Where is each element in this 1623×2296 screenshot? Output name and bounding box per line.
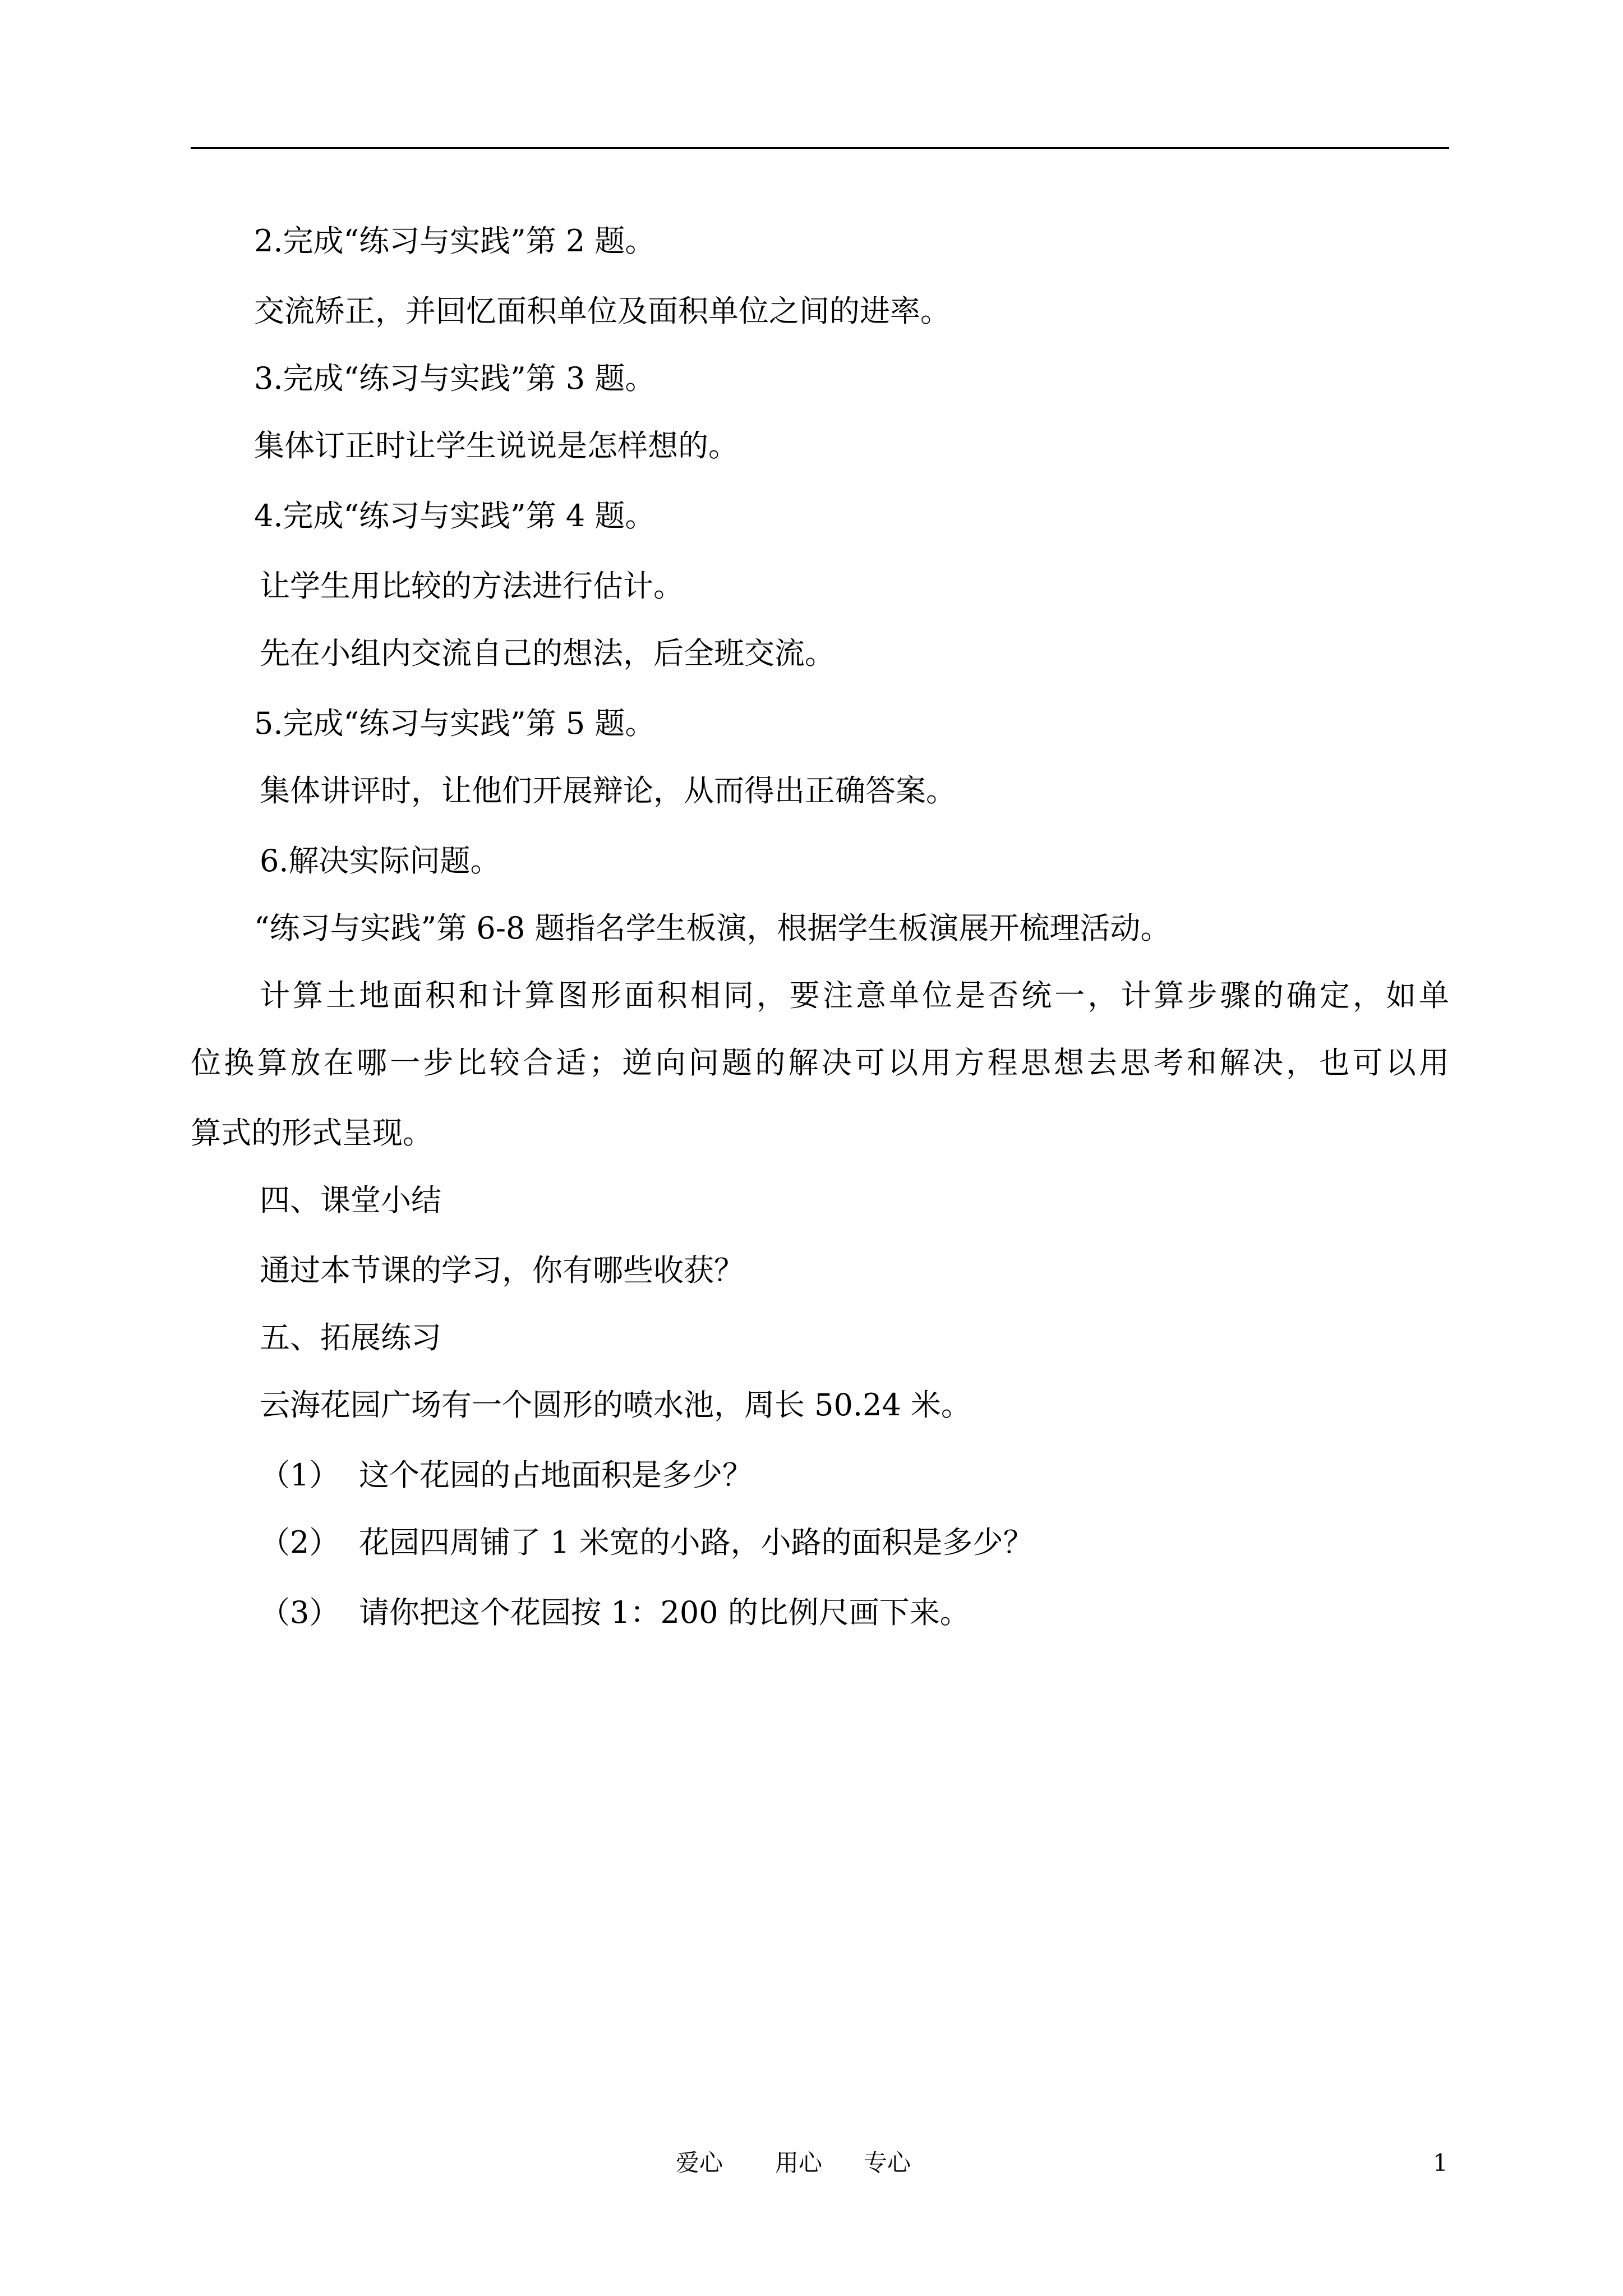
item-2: 2.完成“练习与实践”第 2 题。	[254, 223, 656, 259]
question-text-1: 这个花园的占地面积是多少？	[359, 1457, 753, 1493]
header-rule	[191, 147, 1449, 149]
extension-problem: 云海花园广场有一个圆形的喷水池，周长 50.24 米。	[260, 1387, 971, 1423]
paragraph-line-2: 位换算放在哪一步比较合适；逆向问题的解决可以用方程思想去思考和解决，也可以用	[191, 1045, 1449, 1080]
item-5-note: 集体讲评时，让他们开展辩论，从而得出正确答案。	[260, 773, 956, 808]
item-4: 4.完成“练习与实践”第 4 题。	[254, 498, 656, 533]
footer-motto-1: 爱心	[676, 2149, 723, 2177]
paragraph-line-1: 计算土地面积和计算图形面积相同，要注意单位是否统一，计算步骤的确定，如单	[260, 978, 1449, 1013]
item-6-note: “练习与实践”第 6-8 题指名学生板演，根据学生板演展开梳理活动。	[254, 910, 1171, 946]
footer-motto-2: 用心	[775, 2149, 823, 2177]
item-3-note: 集体订正时让学生说说是怎样想的。	[254, 428, 739, 463]
question-number-2: （2）	[260, 1525, 340, 1560]
paragraph-line-3: 算式的形式呈现。	[191, 1115, 433, 1151]
item-6: 6.解决实际问题。	[260, 843, 501, 878]
section-heading-extension: 五、拓展练习	[260, 1320, 441, 1355]
footer-motto-3: 专心	[864, 2149, 911, 2177]
item-2-note: 交流矫正，并回忆面积单位及面积单位之间的进率。	[254, 293, 951, 329]
item-5: 5.完成“练习与实践”第 5 题。	[254, 706, 656, 741]
question-text-3: 请你把这个花园按 1：200 的比例尺画下来。	[359, 1595, 970, 1630]
item-3: 3.完成“练习与实践”第 3 题。	[254, 361, 656, 396]
item-4-note-2: 先在小组内交流自己的想法，后全班交流。	[260, 636, 835, 671]
question-number-1: （1）	[260, 1457, 340, 1493]
section-heading-summary: 四、课堂小结	[260, 1182, 441, 1218]
summary-question: 通过本节课的学习，你有哪些收获？	[260, 1253, 744, 1288]
page-number: 1	[1433, 2149, 1448, 2177]
question-number-3: （3）	[260, 1595, 340, 1630]
item-4-note-1: 让学生用比较的方法进行估计。	[260, 568, 684, 604]
question-text-2: 花园四周铺了 1 米宽的小路，小路的面积是多少？	[359, 1525, 1034, 1560]
